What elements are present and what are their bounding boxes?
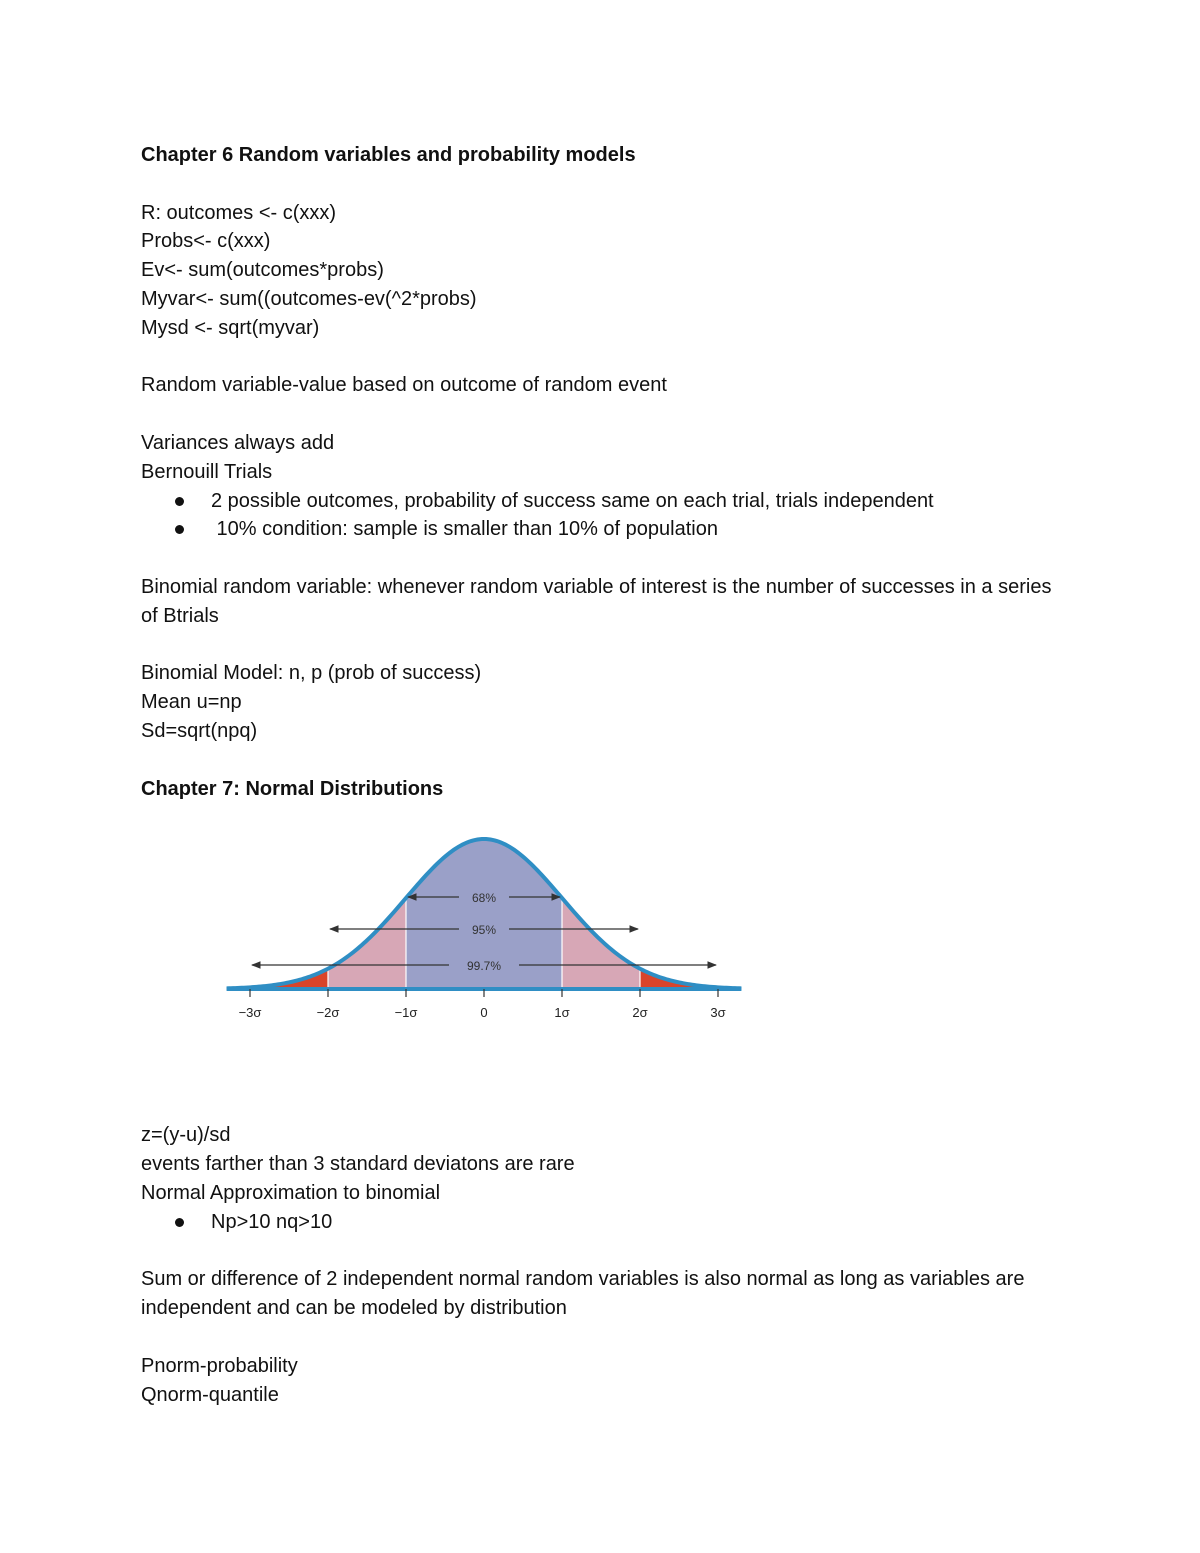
spacer [141,343,1071,372]
spacer [141,400,1071,429]
x-tick-label: −3σ [238,1005,262,1021]
chapter7-title: Chapter 7: Normal Distributions [141,777,444,800]
normal-approx-heading: Normal Approximation to binomial [141,1181,441,1204]
list-item [141,487,1071,516]
x-tick-label: 1σ [554,1005,570,1021]
x-tick-label: 2σ [632,1005,648,1021]
list-item-text: 10% condition: sample is smaller than 10% of population [211,518,718,541]
normal-distribution-chart [224,825,744,1075]
rare-events-note: events farther than 3 standard deviatons are rare [141,1153,575,1176]
spacer [141,631,1071,660]
pnorm-note: Pnorm-probability [141,1354,298,1377]
code-line: R: outcomes <- c(xxx) [141,201,337,224]
binomial-sd: Sd=sqrt(npq) [141,719,258,742]
list-item-text: 2 possible outcomes, probability of success same on each trial, trials independent [211,489,934,512]
r-code-block [141,199,1071,343]
bernoulli-list [141,487,1071,545]
code-line: Probs<- c(xxx) [141,230,271,253]
x-tick-label: 0 [480,1005,488,1021]
binomial-mean: Mean u=np [141,691,242,714]
bernoulli-heading: Bernouill Trials [141,460,273,483]
qnorm-note: Qnorm-quantile [141,1383,279,1406]
code-line: Myvar<- sum((outcomes-ev(^2*probs) [141,287,477,310]
z-formula: z=(y-u)/sd [141,1124,231,1147]
spacer [141,170,1071,199]
sum-difference-note: Sum or difference of 2 independent normal random variables is also normal as long as variables are independent and can be modeled by distribution [141,1268,1031,1320]
normal-distribution-figure [141,803,1071,1121]
random-variable-definition: Random variable-value based on outcome of random event [141,374,667,397]
chapter6-title: Chapter 6 Random variables and probability models [141,144,636,166]
x-tick-label: −1σ [394,1005,418,1021]
interval-label: 99.7% [466,959,502,974]
normal-approx-list [141,1208,1071,1237]
interval-label: 95% [471,923,497,938]
interval-label: 68% [471,891,497,906]
binomial-model: Binomial Model: n, p (prob of success) [141,662,482,685]
spacer [141,544,1071,573]
binomial-rv-definition: Binomial random variable: whenever random variable of interest is the number of successes in a series of Btrials [141,575,1058,627]
code-line: Mysd <- sqrt(myvar) [141,316,320,339]
bullet-icon [175,497,184,506]
x-tick-label: 3σ [710,1005,726,1021]
list-item [141,1208,1071,1237]
document-page [141,141,1071,1409]
spacer [141,1323,1071,1352]
spacer [141,746,1071,775]
code-line: Ev<- sum(outcomes*probs) [141,259,384,282]
bullet-icon [175,525,184,534]
list-item [141,515,1071,544]
bullet-icon [175,1218,184,1227]
variances-note: Variances always add [141,431,335,454]
x-tick-label: −2σ [316,1005,340,1021]
spacer [141,1237,1071,1266]
list-item-text: Np>10 nq>10 [211,1210,333,1233]
